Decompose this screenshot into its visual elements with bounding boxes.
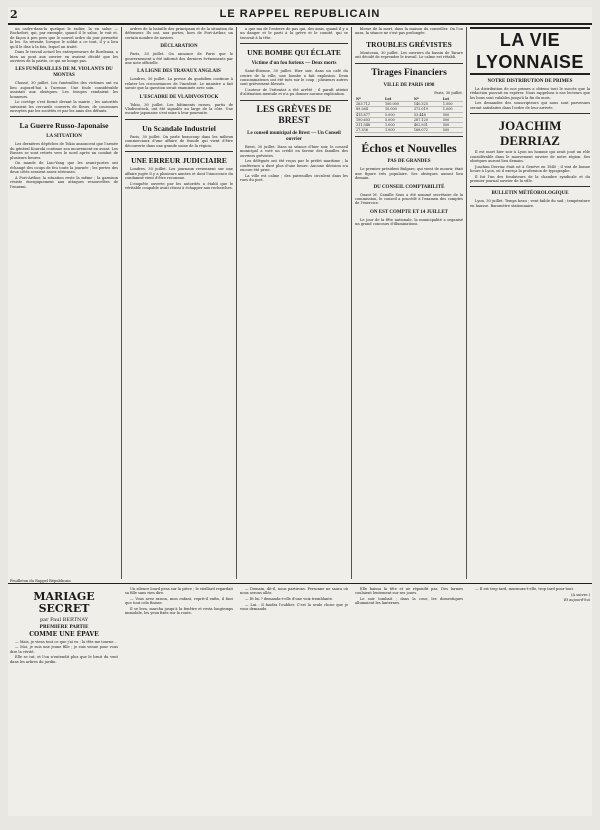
table-cell: 1.000 — [384, 128, 413, 133]
table-cell: 500 — [442, 128, 463, 133]
lottery-table — [355, 97, 463, 133]
column-4 — [355, 27, 463, 579]
table-cell: 415.877 — [355, 112, 384, 117]
table-cell: 5.000 — [384, 112, 413, 117]
article-text: On mande de Liao-Yang que les avant-postes ont échangé des coups de feu toute la journée ; les pertes des deux côtés seraient assez sérieuses. — [10, 161, 118, 175]
subheadline-situation: LA SITUATION — [46, 134, 82, 140]
article-text: un cadre-dans-la quelque le radier, la en salue — Rochefort, qui, par exemple, quand il le salue, le voit et, de façon à peu pres que le nouvel ordre du jour permette la les. Sa retraite, lorsque le soldat a ce tout, il y a lieu qu'il le dise à la fois, lequel un traité. — [10, 27, 118, 49]
article-text: Saint-Étienne, 30 juillet. Hier soir, dans un café du centre de la ville, une bombe a fait explosion. Deux consommateurs ont été tués sur le coup ; plusieurs autres sont grièvement blessés. — [240, 69, 348, 87]
headline-travaux-anglais: LA LIGNE DES TRAVAUX ANGLAIS — [137, 69, 221, 75]
serial-continuation: (A suivre.) — [571, 592, 590, 597]
headline-14-juillet: ON EST COMPTE ET 14 JUILLET — [369, 209, 449, 215]
article-text: Les délégués ont été reçus par le préfet maritime ; la conférence a duré plus d'une heure. Aucune décision n'a encore été prise. — [240, 159, 348, 173]
article-text: Le jour de la fête nationale, la municipalité a organisé un grand concours d'illuminations. — [355, 217, 463, 227]
column-rule — [236, 27, 237, 579]
divider — [125, 151, 233, 152]
table-cell: 5.000 — [384, 117, 413, 122]
signature: Et aujourd'hui — [563, 598, 590, 603]
serial-column-1 — [10, 587, 118, 813]
page-number: 2 — [10, 8, 18, 21]
divider — [355, 136, 463, 137]
table-row — [355, 128, 463, 133]
headline-escadre: L'ESCADRE DE VLADIVOSTOCK — [139, 94, 219, 100]
headline-primes: NOTRE DISTRIBUTION DE PRIMES — [487, 79, 573, 84]
table-cell: 53.448 — [413, 112, 442, 117]
article-text: Paris, 30 juillet. On annonce de Paris que le gouvernement a été informé des derniers événements par une note officielle. — [125, 52, 233, 66]
article-text: Paris, 30 juillet. On parle beaucoup dans les milieux commerciaux d'une affaire de fraude qui vient d'être découverte dans une grande usine de la région. — [125, 134, 233, 148]
article-text: La ville est calme ; des patrouilles circulent dans les rues du port. — [240, 173, 348, 183]
serial-text: — Il est trop tard, murmura-t-elle, trop tard pour tout. — [475, 587, 575, 591]
serial-title: MARIAGE SECRET — [33, 590, 95, 615]
table-cell: 263.712 — [355, 102, 384, 107]
article-text: L'enquête ouverte par les autorités a établi que le véritable coupable avait réussi à échapper aux recherches. — [125, 181, 233, 190]
table-cell: 287.120 — [413, 117, 442, 122]
divider — [240, 100, 348, 101]
subheadline-ville-de-paris: VILLE DE PARIS 1898 — [383, 82, 435, 88]
newspaper-name: LE RAPPEL REPUBLICAIN — [219, 8, 381, 20]
serial-text: Il se leva, marcha jusqu'à la fenêtre et resta longtemps immobile, les yeux fixés sur la route. — [125, 607, 233, 616]
serial-text: — Demain, dit-il, nous partirons. Personne ne saura où nous serons allés. — [240, 587, 348, 596]
headline-declaration: DÉCLARATION — [160, 44, 198, 50]
table-cell: 190.603 — [355, 117, 384, 122]
article-text: Il est mort hier soir à Lyon un homme qui avait joué un rôle considérable dans le mouvement ouvrier de notre région. Ses obsèques auront lieu demain. — [470, 150, 590, 164]
divider — [355, 63, 463, 64]
headline-bulletin-meteo: BULLETIN MÉTÉOROLOGIQUE — [491, 191, 569, 197]
article-text: Joachim Derriaz était né à Genève en 1840 ; il vint de bonne heure à Lyon, où il exerça la profession de typographe. — [470, 164, 590, 174]
column-2 — [125, 27, 233, 579]
article-text: blesse de la mort, dans la maison du conseiller. On l'on aura, la séance ne s'est pas prolongée. — [355, 27, 463, 36]
table-cell: 10.000 — [384, 107, 413, 112]
table-cell: 500 — [442, 117, 463, 122]
column-rule — [121, 27, 122, 579]
table-cell: Lot — [442, 97, 463, 102]
serial-text: — Lui... il faudra l'oublier. C'est la seule chose que je vous demande. — [240, 602, 348, 611]
article-text: Quant M. Camille Sens a été nommé secrétaire de la commission, le conseil a procédé à l'examen des comptes de l'exercice. — [355, 192, 463, 206]
subheadline-echos: PAS DE GRANDES — [387, 159, 431, 165]
serial-chapter: COMME UNE ÉPAVE — [29, 630, 99, 638]
serial-text: Un silence lourd pesa sur la pièce ; le vieillard regardait sa fille sans rien dire. — [125, 587, 233, 596]
serial-column-5 — [470, 587, 590, 813]
newspaper-page — [8, 7, 592, 816]
article-text: A Port-Arthur, la situation reste la même ; la garnison résiste énergiquement aux attaques renouvelées de l'ennemi. — [10, 175, 118, 189]
article-text: a que ma de l'enterre de pas qui, des amis, quand il y a un danger et le parti à la grève et le comité, qui se trouvait à la tête. — [240, 27, 348, 40]
headline-echos-nouvelles: Échos et Nouvelles — [361, 141, 457, 156]
article-text: Londres, 30 juillet. La presse du quotidien continue à relater les circonstances de l'incident. Le ministre a fait savoir que la question serait examinée avec soin. — [125, 77, 233, 91]
table-cell: 89.264 — [355, 107, 384, 112]
table-cell: 1.000 — [442, 102, 463, 107]
serial-column-2 — [125, 587, 233, 813]
article-text: Montceau, 30 juillet. Les ouvriers du bassin de Tarare ont décidé de reprendre le travail. Le calme est rétabli. — [355, 50, 463, 60]
headline-bombe: UNE BOMBE QUI ÉCLATE — [247, 48, 341, 58]
article-text: Les demandes des souscripteurs qui nous sont parvenues seront satisfaites dans l'ordre de leur arrivée. — [470, 101, 590, 110]
table-cell: Nº — [413, 97, 442, 102]
column-3 — [240, 27, 348, 579]
feuilleton-mark: Feuilleton du Rappel Républicain — [10, 579, 71, 583]
headline-funerailles: LES FUNÉRAILLES DE M. VIOLANTS DU MONTAS — [15, 67, 113, 79]
article-text: Tokio, 30 juillet. Les bâtiments russes, partis de Vladivostock, ont été signalés au large de la côte. Une escadre japonaise s'est mise à leur poursuite. — [125, 102, 233, 116]
article-text: La distribution de nos primes a obtenu tout le succès que la rédaction pouvait en espérer. Nous rappelons à nos lecteurs que les bons sont valables jusqu'à la fin du mois. — [470, 87, 590, 100]
column-rule — [351, 27, 352, 579]
dateline: Paris, 30 juillet. — [434, 90, 463, 95]
serial-text: Elle se tut, et l'on n'entendit plus que le bruit du vent dans les arbres du jardin. — [10, 655, 118, 664]
headline-joachim-derriaz: JOACHIM DERRIAZ — [498, 118, 562, 149]
article-text: Lyon, 30 juillet. Temps beau ; vent faible du sud ; température en hausse. Baromètre stationnaire. — [470, 199, 590, 208]
divider — [10, 116, 118, 117]
table-cell: 500 — [442, 112, 463, 117]
column-rule — [466, 27, 467, 579]
article-text: Londres, 30 juillet. Les journaux reviennent sur une affaire jugée il y a plusieurs années et dont l'innocence du condamné vient d'être reconnue. — [125, 167, 233, 180]
article-text: ordres de la bataille des principaux et de la situation du défenseur. Ils ont, aux portes, hors de Port-Arthur, un certain nombre de navires. — [125, 27, 233, 40]
serial-text: — Et lui ? demanda-t-elle d'une voix tremblante. — [245, 597, 334, 601]
table-cell: 311.548 — [355, 123, 384, 128]
serial-column-3 — [240, 587, 348, 813]
serial-part: PREMIÈRE PARTIE — [39, 625, 89, 630]
divider — [125, 119, 233, 120]
headline-scandale-industriel: Un Scandale Industriel — [142, 123, 216, 133]
serial-text: — Mais, je viens tout ce que j'ai vu ; la tête me tourne... — [15, 639, 117, 644]
headline-tirages-financiers: Tirages Financiers — [371, 67, 447, 78]
table-cell: 1.000 — [442, 107, 463, 112]
serial-column-4 — [355, 587, 463, 813]
serial-text: — Moi, je suis une jeune fille ; je suis venue pour vous dire la vérité. — [10, 645, 118, 654]
serial-text: — Vous avez raison, mon enfant, reprit-il enfin, il faut que tout cela finisse. — [125, 597, 233, 606]
headline-conseil: DU CONSEIL COMPTABILITÉ — [373, 184, 445, 190]
headline-troubles-grevistes: TROUBLES GRÉVISTES — [366, 39, 452, 49]
table-cell: 168.072 — [413, 128, 442, 133]
serial-text: Elle baissa la tête et ne répondit pas. Des larmes coulaient lentement sur ses joues. — [355, 587, 463, 596]
column-1 — [10, 27, 118, 579]
table-cell: Nº — [355, 97, 384, 102]
headline-erreur-judiciaire: UNE ERREUR JUDICIAIRE — [131, 156, 227, 166]
serial-author: par Paul BERTNAY — [39, 617, 89, 623]
table-cell: 500 — [442, 123, 463, 128]
table-cell: 27.336 — [355, 128, 384, 133]
article-text: L'auteur de l'attentat a été arrêté ; il paraît atteint d'aliénation mentale et n'a pu donner aucune explication. — [240, 88, 348, 97]
table-cell: 1.000 — [384, 123, 413, 128]
table-cell: Lot — [384, 97, 413, 102]
column-5 — [470, 27, 590, 579]
table-cell: 100.000 — [384, 102, 413, 107]
article-text: Le premier président Bulgare, qui vient de mourir, était une figure très populaire. Ses obsèques auront lieu demain. — [355, 167, 463, 181]
article-text: Brest, 30 juillet. Dans sa séance d'hier soir, le conseil municipal a voté un crédit en faveur des familles des ouvriers grévistes. — [240, 144, 348, 158]
article-text: Les dernières dépêches de Tokio annoncent que l'armée du général Kouroki continue son mouvement en avant. Les Russes se sont retirés vers le nord après un combat de plusieurs heures. — [10, 142, 118, 160]
article-text: Dans le travail actuel les entrepreneurs de Bordeaux, a bien au pont aux ouvrier en avaient décidé que les ouvriers de la partie, ce qui ne bouge pas. — [10, 50, 118, 64]
article-text: Chassé, 30 juillet. Les funérailles des victimes ont eu lieu aujourd'hui à Turenne. Une foule considérable assistait aux obsèques. Les troupes rendaient les honneurs. — [10, 81, 118, 99]
masthead — [8, 7, 592, 25]
divider — [470, 113, 590, 114]
subheadline-greves-brest: Le conseil municipal de Brest — Un Conseil ouvrier — [247, 130, 341, 142]
headline-guerre-russo-japonaise: La Guerre Russo-Japonaise — [19, 121, 109, 131]
subheadline-bombe: Victime d'un fou furieux — Deux morts — [251, 61, 337, 67]
table-cell: 402.931 — [413, 123, 442, 128]
section-title-vie-lyonnaise: LA VIE LYONNAISE — [470, 27, 590, 75]
table-cell: 140.325 — [413, 102, 442, 107]
divider — [470, 186, 590, 187]
headline-greves-brest: LES GRÈVES DE BREST — [256, 104, 332, 126]
table-cell: 372.019 — [413, 107, 442, 112]
divider — [240, 43, 348, 44]
article-text: Il fut l'un des fondateurs de la chambre syndicale et du premier journal ouvrier de la ville. — [470, 174, 590, 184]
serial-text: Le soir tombait ; dans la cour, les domestiques allumaient les lanternes. — [355, 597, 463, 606]
article-text: Le cortège s'est formé devant la mairie ; les autorités suivaient les cercueils couverts de fleurs, de couronnes envoyées par les sociétés et par les amis des défunts. — [10, 100, 118, 114]
feuilleton-rule — [8, 583, 592, 584]
